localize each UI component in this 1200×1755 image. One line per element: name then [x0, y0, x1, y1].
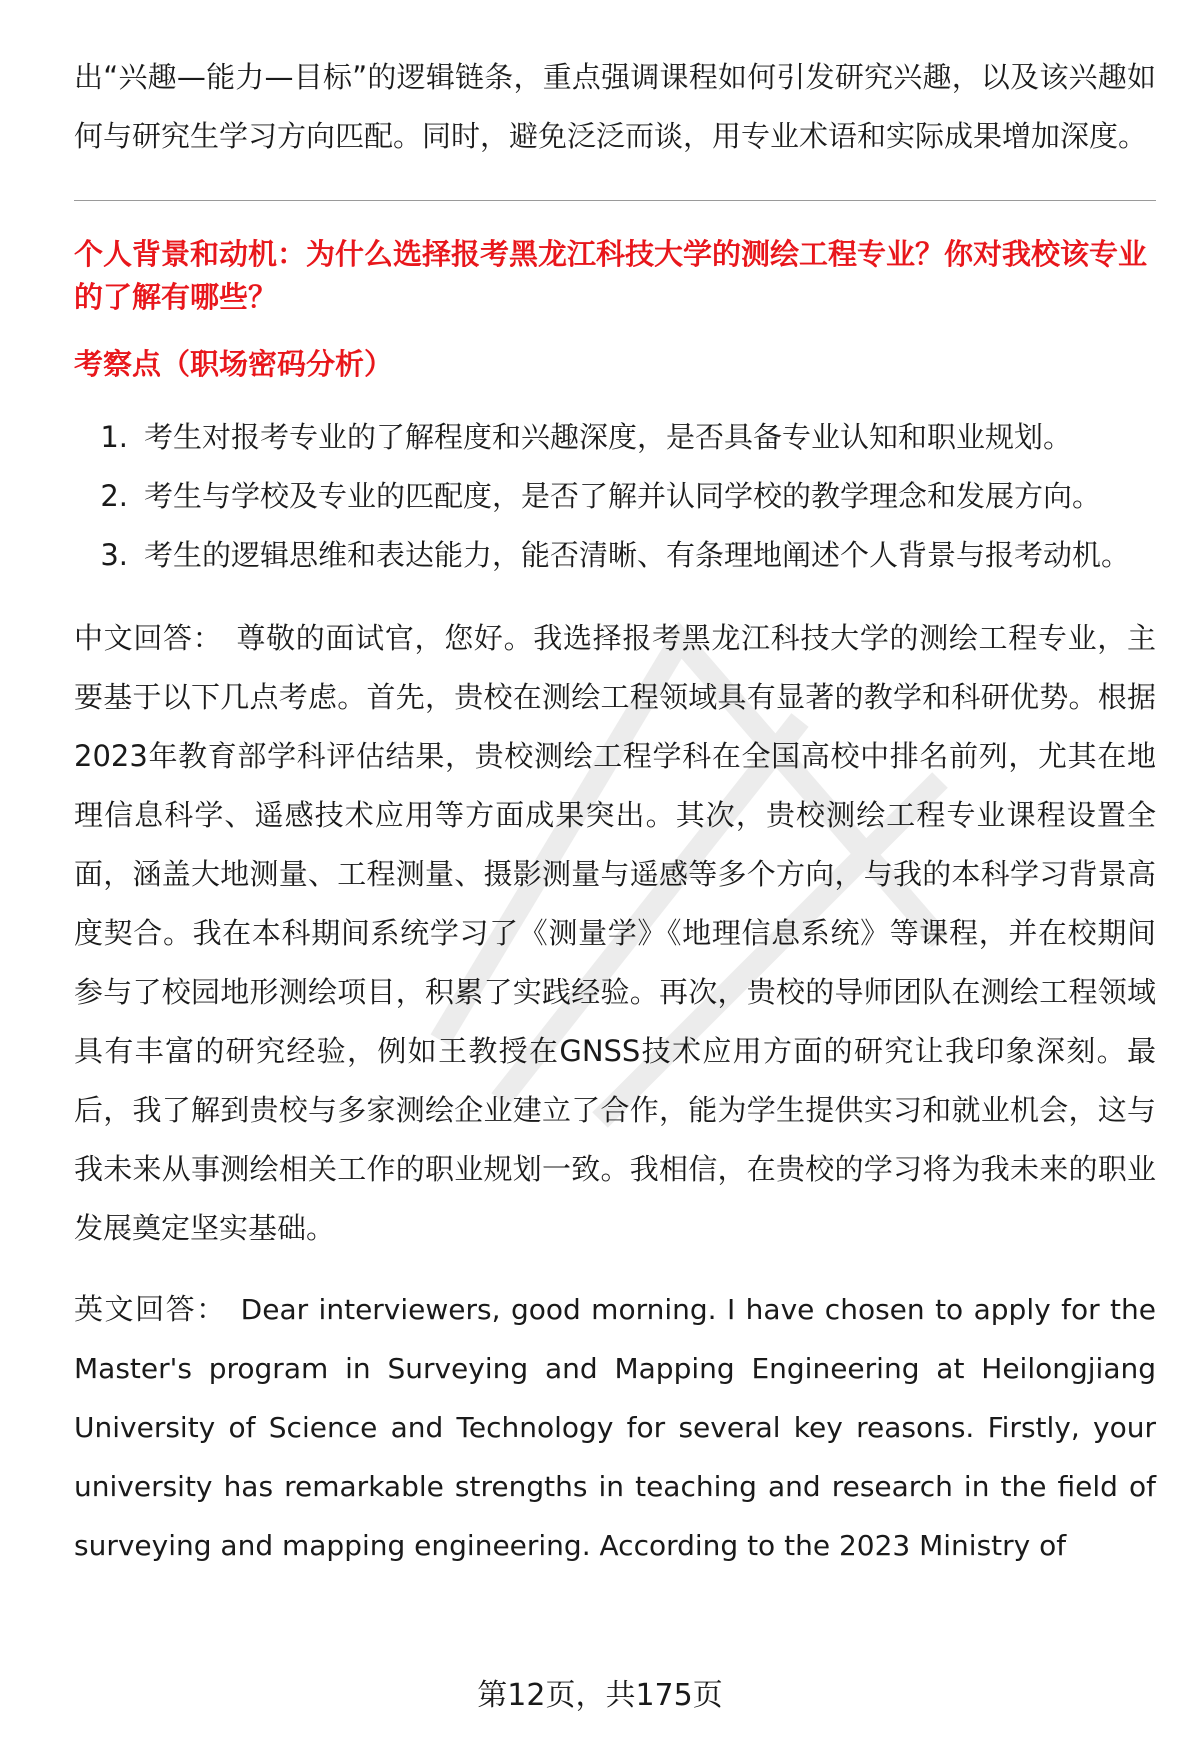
english-answer-label: 英文回答： [74, 1292, 227, 1326]
page-number-footer: 第12页，共175页 [477, 1678, 723, 1713]
section-divider [74, 200, 1156, 201]
exam-points-heading: 考察点（职场密码分析） [74, 347, 394, 381]
exam-points-list [74, 408, 1156, 585]
list-item-number: 1. [100, 420, 128, 454]
chinese-answer-label: 中文回答： [74, 621, 223, 655]
question-heading: 个人背景和动机：为什么选择报考黑龙江科技大学的测绘工程专业？你对我校该专业的了解有哪些？ [74, 237, 1148, 314]
chinese-answer-paragraph [74, 609, 1156, 1258]
list-item-text: 考生的逻辑思维和表达能力，能否清晰、有条理地阐述个人背景与报考动机。 [144, 538, 1131, 572]
document-body [74, 48, 1156, 1575]
list-item [74, 408, 1156, 467]
list-item-text: 考生对报考专业的了解程度和兴趣深度，是否具备专业认知和职业规划。 [144, 420, 1073, 454]
english-answer-text: Dear interviewers, good morning. I have chosen to apply for the Master's program in Surveying and Mapping Engineering at Heilongjiang University of Science and Technology for several key reasons. Firstly, your university has remarkable strengths in teaching and research in the field of surveying and mapping engineering. According to the 2023 Ministry of [74, 1293, 1156, 1562]
list-item [74, 467, 1156, 526]
list-item [74, 526, 1156, 585]
list-item-text: 考生与学校及专业的匹配度，是否了解并认同学校的教学理念和发展方向。 [144, 479, 1102, 513]
intro-paragraph: 出“兴趣—能力—目标”的逻辑链条，重点强调课程如何引发研究兴趣，以及该兴趣如何与研究生学习方向匹配。同时，避免泛泛而谈，用专业术语和实际成果增加深度。 [74, 60, 1156, 153]
english-answer-paragraph [74, 1280, 1156, 1575]
list-item-number: 3. [100, 538, 128, 572]
list-item-number: 2. [100, 479, 128, 513]
chinese-answer-text: 尊敬的面试官，您好。我选择报考黑龙江科技大学的测绘工程专业，主要基于以下几点考虑。首先，贵校在测绘工程领域具有显著的教学和科研优势。根据2023年教育部学科评估结果，贵校测绘工程学科在全国高校中排名前列，尤其在地理信息科学、遥感技术应用等方面成果突出。其次，贵校测绘工程专业课程设置全面，涵盖大地测量、工程测量、摄影测量与遥感等多个方向，与我的本科学习背景高度契合。我在本科期间系统学习了《测量学》《地理信息系统》等课程，并在校期间参与了校园地形测绘项目，积累了实践经验。再次，贵校的导师团队在测绘工程领域具有丰富的研究经验，例如王教授在GNSS技术应用方面的研究让我印象深刻。最后，我了解到贵校与多家测绘企业建立了合作，能为学生提供实习和就业机会，这与我未来从事测绘相关工作的职业规划一致。我相信，在贵校的学习将为我未来的职业发展奠定坚实基础。 [74, 621, 1156, 1245]
